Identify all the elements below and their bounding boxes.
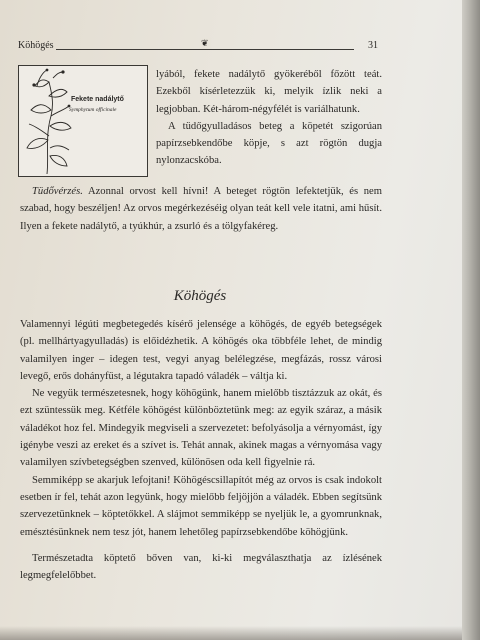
book-page-edge	[462, 0, 480, 640]
paragraph	[20, 183, 382, 235]
run-in-heading: Tüdővérzés.	[32, 186, 83, 197]
paragraph-text: Azonnal orvost kell hívni! A beteget rögtön lefektetjük, és nem szabad, hogy beszéljen! Az orvos megérkezéséig olyan teát kell vele itatni, ami hűsít. Ilyen a fekete nadálytő, a tyúkhúr, a zsurló és a tölgyfakéreg.	[20, 186, 382, 232]
tudoverzes-paragraph	[20, 183, 382, 235]
header-rule	[56, 49, 354, 50]
paragraph: A tüdőgyulladásos beteg a köpetét szigorúan papírzsebkendőbe köpje, s azt rögtön dugja nylonzacskóba.	[156, 120, 382, 167]
page-number: 31	[368, 40, 378, 51]
running-header	[18, 40, 378, 56]
paragraph: Valamennyi légúti megbetegedés kísérő jelensége a köhögés, de egyéb betegségek (pl. mellhártyagyulladás) is előidézhetik. A köhögés oka többféle lehet, de mindig valamilyen inger – idegen test, vegyi anyag belélegzése, megfázás, rossz városi levegő, erős dohányfüst, a légutakra tapadó váladék – váltja ki.	[20, 319, 382, 382]
header-title: Köhögés	[18, 40, 54, 51]
ornament-icon: ❦	[201, 38, 209, 48]
section-title: Köhögés	[173, 288, 227, 304]
comfrey-plant-icon	[19, 66, 147, 176]
page-bottom-shadow	[0, 626, 462, 640]
body-text	[20, 316, 382, 584]
paragraph: lyából, fekete nadálytő gyökeréből főzött teát. Ezekből kísérletezzük ki, melyik ízlik neki a legjobban. Két-három-négyfélét is variálhatunk.	[156, 69, 382, 115]
paragraph: Természetadta köptető bőven van, ki-ki megválaszthatja az ízlésének legmegfelelőbbet.	[20, 552, 382, 582]
right-column-text	[156, 66, 382, 170]
paragraph: Semmiképp se akarjuk lefojtani! Köhögéscsillapítót még az orvos is csak indokolt esetben ír fel, tehát azon legyünk, hogy mielőbb feljöjjön a váladék. Ebben segítsünk szervezetünknek – köptetőkkel. A slájmot semmiképp se nyeljük le, a gyomrunknak, emésztésünknek nem tesz jót, hanem lehetőleg papírzsebkendőbe köhögjünk.	[20, 474, 382, 538]
plant-illustration	[18, 65, 148, 177]
illustration-caption-latin: Symphytum officinale	[69, 107, 117, 113]
paragraph: Ne vegyük természetesnek, hogy köhögünk, hanem mielőbb tisztázzuk az okát, és ezt szüntessük meg. Kétféle köhögést különböztetünk meg: az egyik száraz, a másik váladékot hoz fel. Mindegyik megviseli a szervezetet: befolyásolja a vérnyomást, így igénybe veszi az ereket és a szívet is. Tehát annak, akinek magas a vérnyomása vagy valamilyen szívbetegségben szenved, különösen oda kell figyelnie rá.	[20, 388, 382, 469]
illustration-caption-name: Fekete nadálytő	[71, 96, 124, 103]
